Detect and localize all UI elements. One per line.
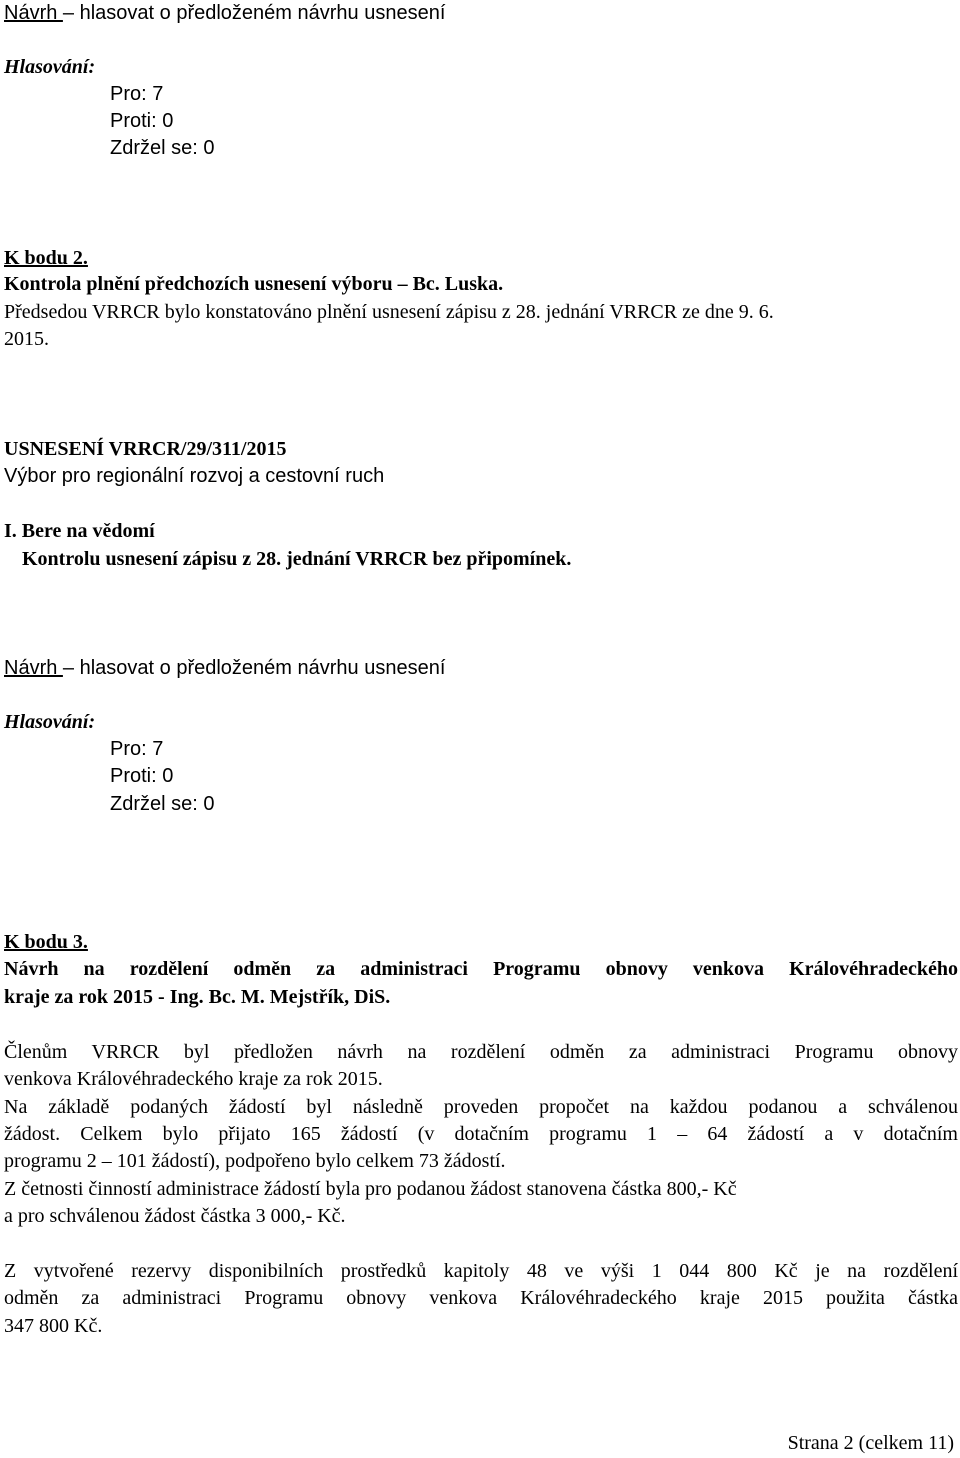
item-heading: K bodu 2.: [4, 247, 88, 269]
vote-heading: Hlasování:: [4, 56, 96, 78]
item-title: Návrh na rozdělení odměn za administraci Programu obnovy venkova Královéhradeckého: [4, 958, 958, 980]
item-text-line: 2015.: [4, 328, 49, 350]
resolution-point-text: Kontrolu usnesení zápisu z 28. jednání VRRCR bez připomínek.: [22, 548, 572, 570]
committee-name: Výbor pro regionální rozvoj a cestovní ruch: [4, 465, 385, 487]
page-number: Strana 2 (celkem 11): [787, 1432, 954, 1454]
paragraph-line: programu 2 – 101 žádostí), podpořeno bylo celkem 73 žádostí.: [4, 1150, 506, 1172]
paragraph-line: a pro schválenou žádost částka 3 000,- Kč.: [4, 1205, 346, 1227]
vote-zdrzel: Zdržel se: 0: [110, 137, 215, 159]
paragraph-line: Z vytvořené rezervy disponibilních prostředků kapitoly 48 ve výši 1 044 800 Kč je na rozdělení: [4, 1260, 958, 1282]
resolution-id: USNESENÍ VRRCR/29/311/2015: [4, 438, 287, 460]
vote-pro: Pro: 7: [110, 83, 164, 105]
item-title: Kontrola plnění předchozích usnesení výboru – Bc. Luska.: [4, 273, 504, 295]
vote-proposal-line: [4, 0, 445, 26]
vote-heading: Hlasování:: [4, 711, 96, 733]
paragraph-line: odměn za administraci Programu obnovy venkova Královéhradeckého kraje 2015 použita částka: [4, 1287, 958, 1309]
vote-pro: Pro: 7: [110, 738, 164, 760]
paragraph-line: Z četnosti činností administrace žádostí byla pro podanou žádost stanovena částka 800,- Kč: [4, 1178, 737, 1200]
item-text-line: Předsedou VRRCR bylo konstatováno plnění usnesení zápisu z 28. jednání VRRCR ze dne 9. 6.: [4, 301, 774, 323]
vote-zdrzel: Zdržel se: 0: [110, 793, 215, 815]
vote-proti: Proti: 0: [110, 765, 174, 787]
paragraph-line: 347 800 Kč.: [4, 1315, 103, 1337]
proposal-label: Návrh: [4, 2, 63, 24]
item-heading: K bodu 3.: [4, 931, 88, 953]
proposal-text: – hlasovat o předloženém návrhu usnesení: [62, 2, 446, 24]
proposal-label: Návrh: [4, 657, 63, 679]
paragraph-line: žádost. Celkem bylo přijato 165 žádostí (v dotačním programu 1 – 64 žádostí a v dotačním: [4, 1123, 958, 1145]
resolution-point: I. Bere na vědomí: [4, 520, 155, 542]
vote-proti: Proti: 0: [110, 110, 174, 132]
item-title: kraje za rok 2015 - Ing. Bc. M. Mejstřík, DiS.: [4, 986, 391, 1008]
paragraph-line: Členům VRRCR byl předložen návrh na rozdělení odměn za administraci Programu obnovy: [4, 1041, 958, 1063]
paragraph-line: venkova Královéhradeckého kraje za rok 2015.: [4, 1068, 383, 1090]
paragraph-line: Na základě podaných žádostí byl následně proveden propočet na každou podanou a schválenou: [4, 1096, 958, 1118]
proposal-text: – hlasovat o předloženém návrhu usnesení: [62, 657, 446, 679]
vote-proposal-line: [4, 655, 445, 681]
